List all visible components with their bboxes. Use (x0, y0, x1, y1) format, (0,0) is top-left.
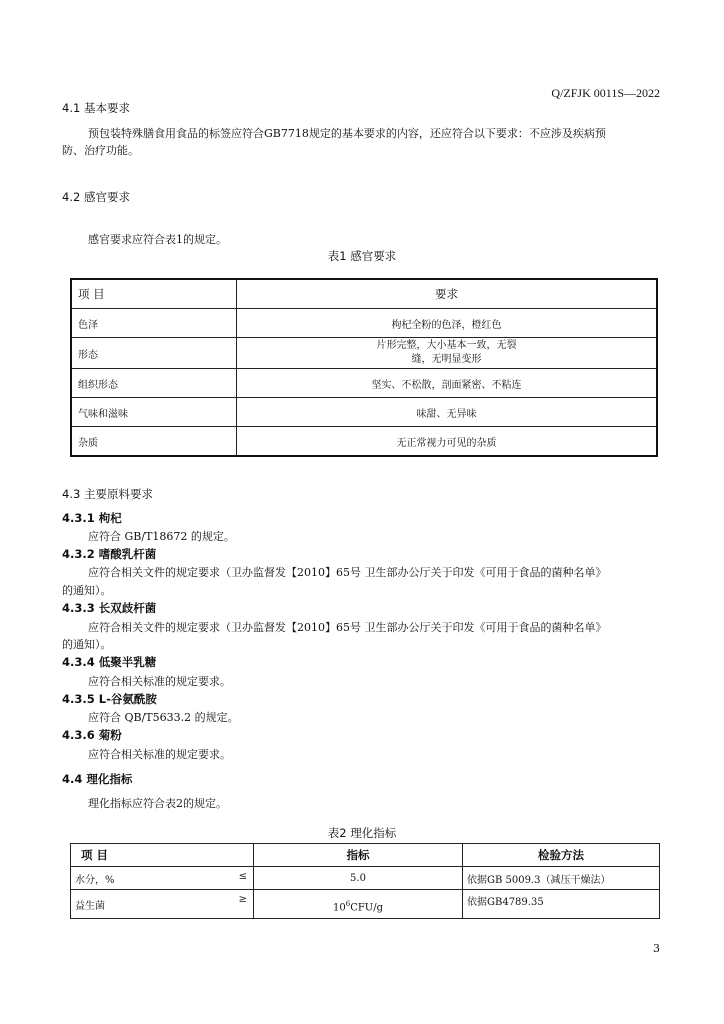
table-row (71, 867, 660, 890)
physchem-table (70, 843, 660, 919)
row-value-unit: CFU/g (350, 902, 383, 914)
section-4-2-title: 4.2 感官要求 (62, 190, 130, 204)
table-row (71, 890, 660, 919)
row-requirement (237, 338, 658, 369)
table-1-title: 表1 感官要求 (327, 249, 397, 263)
table-row (71, 338, 657, 369)
section-4-3-5-title: 4.3.5 L-谷氨酰胺 (62, 692, 157, 706)
row-value (254, 890, 463, 919)
row-requirement-line1: 片形完整，大小基本一致，无裂 (376, 340, 517, 351)
row-item: 形态 (71, 338, 237, 369)
section-4-3-3-text-line2: 的通知）。 (62, 638, 112, 651)
section-4-3-2-text-line1: 应符合相关文件的规定要求（卫办监督发【2010】65号 卫生部办公厅关于印发《可用于食品的菌种名单》 (88, 566, 607, 579)
section-4-1-title: 4.1 基本要求 (62, 101, 130, 115)
table-header-row (71, 844, 660, 867)
row-method: 依据GB4789.35 (463, 890, 660, 919)
row-value-text: 5.0 (350, 872, 366, 884)
row-comparison-symbol: ≥ (238, 894, 247, 905)
standard-code: Q/ZFJK 0011S—2022 (551, 86, 660, 100)
row-requirement: 枸杞全粉的色泽，橙红色 (237, 309, 658, 338)
section-4-3-4-text: 应符合相关标准的规定要求。 (88, 675, 231, 688)
row-value-exponent: 6 (345, 900, 351, 909)
row-item (71, 890, 254, 919)
header-method: 检验方法 (463, 844, 660, 867)
table-row (71, 369, 657, 398)
section-4-3-3-title: 4.3.3 长双歧杆菌 (62, 601, 157, 615)
section-4-4-title: 4.4 理化指标 (62, 772, 133, 786)
section-4-3-6-text: 应符合相关标准的规定要求。 (88, 748, 231, 761)
section-4-3-2-title: 4.3.2 嗜酸乳杆菌 (62, 547, 157, 561)
row-value-base: 10 (333, 902, 346, 914)
section-4-3-1-text: 应符合 GB/T18672 的规定。 (88, 530, 235, 543)
section-4-3-2-text-line2: 的通知）。 (62, 584, 112, 597)
table-row (71, 427, 657, 457)
section-4-4-intro: 理化指标应符合表2的规定。 (88, 797, 227, 810)
section-4-1-text-line2: 防、治疗功能。 (62, 144, 139, 157)
row-item: 组织形态 (71, 369, 237, 398)
row-item: 色泽 (71, 309, 237, 338)
header-requirement: 要求 (237, 279, 658, 309)
section-4-2-intro: 感官要求应符合表1的规定。 (88, 233, 227, 246)
sensory-table (70, 278, 658, 457)
section-4-3-5-text: 应符合 QB/T5633.2 的规定。 (88, 711, 239, 724)
section-4-1-text-line1: 预包装特殊膳食用食品的标签应符合GB7718规定的基本要求的内容，还应符合以下要求：不应涉及疾病预 (88, 127, 606, 140)
header-item: 项 目 (71, 279, 237, 309)
row-item: 杂质 (71, 427, 237, 457)
section-4-3-1-title: 4.3.1 枸杞 (62, 511, 122, 525)
row-requirement: 坚实、不松散，剖面紧密、不粘连 (237, 369, 658, 398)
row-item (71, 867, 254, 890)
table-header-row (71, 279, 657, 309)
row-requirement: 味甜、无异味 (237, 398, 658, 427)
header-item: 项 目 (71, 844, 254, 867)
row-item: 气味和滋味 (71, 398, 237, 427)
row-item-label: 益生菌 (75, 900, 105, 912)
section-4-3-title: 4.3 主要原料要求 (62, 487, 153, 501)
row-comparison-symbol: ≤ (238, 871, 247, 882)
row-method: 依据GB 5009.3（减压干燥法） (463, 867, 660, 890)
row-requirement-line2: 缝，无明显变形 (411, 354, 482, 365)
table-row (71, 398, 657, 427)
page-number: 3 (653, 942, 660, 955)
header-indicator: 指标 (254, 844, 463, 867)
row-requirement: 无正常视力可见的杂质 (237, 427, 658, 457)
row-value (254, 867, 463, 890)
section-4-3-6-title: 4.3.6 菊粉 (62, 728, 122, 742)
row-item-label: 水分，% (75, 874, 115, 886)
section-4-3-4-title: 4.3.4 低聚半乳糖 (62, 655, 157, 669)
table-2-title: 表2 理化指标 (327, 826, 397, 840)
table-row (71, 309, 657, 338)
section-4-3-3-text-line1: 应符合相关文件的规定要求（卫办监督发【2010】65号 卫生部办公厅关于印发《可用于食品的菌种名单》 (88, 621, 607, 634)
